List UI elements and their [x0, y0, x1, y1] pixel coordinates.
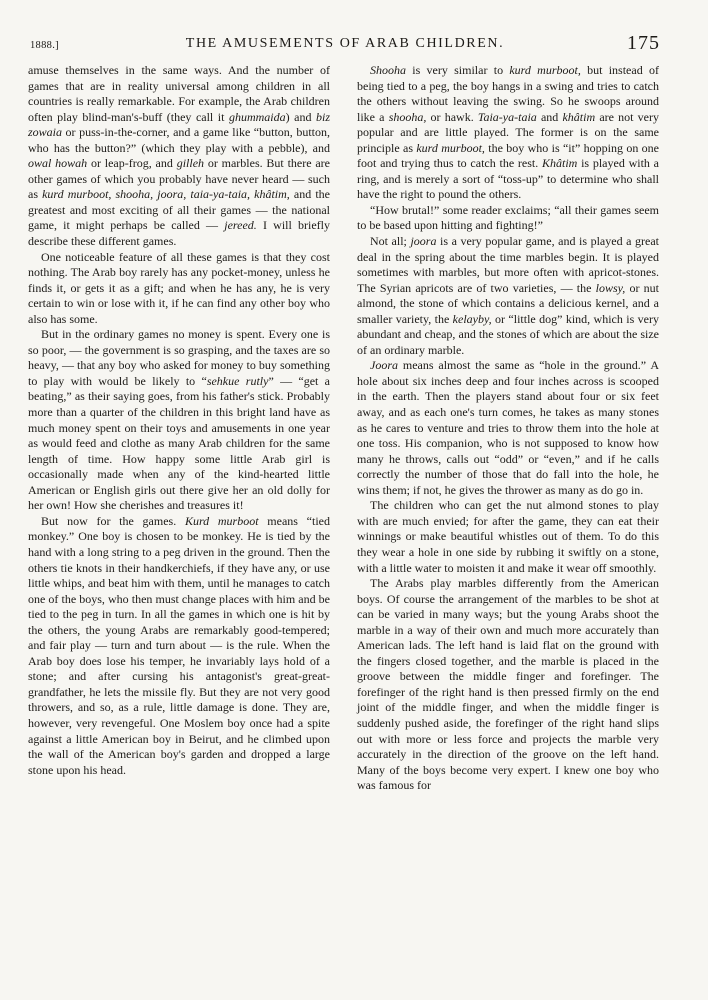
italic-term: sehkue rutly	[206, 373, 269, 388]
left-column	[28, 63, 330, 778]
paragraph: Shooha is very similar to kurd murboot, but instead of being tied to a peg, the boy hangs in a swing and tries to catch the others without leaving the swing. So he swoops around like a shooha, or hawk. Taia-ya-taia and khâtim are not very popular and are little played. The former is on the same principle as kurd murboot, the boy who is “it” hopping on one foot and trying thus to catch the rest. Khâtim is played with a ring, and is merely a sort of “toss-up” to determine who shall have the right to pound the others.	[357, 63, 659, 202]
italic-term: ghummaida	[228, 109, 286, 124]
paragraph: “How brutal!” some reader exclaims; “all their games seem to be based upon hitting and fighting!”	[357, 202, 659, 233]
italic-term: owal howah	[28, 156, 88, 171]
italic-term: shooha,	[388, 109, 427, 124]
italic-term: Kurd murboot	[184, 513, 259, 528]
paragraph: One noticeable feature of all these games is that they cost nothing. The Arab boy rarely has any pocket-money, unless he finds it, or gets it as a gift; and when he has any, he is very certain to win or lose with it, if he can find any other boy who also has some.	[28, 249, 330, 326]
italic-term: Shooha	[370, 63, 406, 77]
paragraph: But in the ordinary games no money is spent. Every one is so poor, — the government is so grasping, and the taxes are so heavy, — that any boy who asked for money to buy something to play with would be likely to “sehkue rutly” — “get a beating,” as their saying goes, from his father's stick. Probably more than a quarter of the children in this bright land have as much money spent on their toys and amusements in one year as would feed and clothe as many Arab children for the same length of time. How happy some little Arab girl is occasionally made when any of the kind-hearted little American or English girls out there give her an old dolly for her own! How she cherishes and treasures it!	[28, 327, 331, 513]
paragraph: Not all; joora is a very popular game, and is played a great deal in the spring about the time marbles begin. It is played sometimes with marbles, but more often with apricot-stones. The Syrian apricots are of two varieties, — the lowsy, or nut almond, the stone of which contains a delicious kernel, and a smaller variety, the kelayby, or “little dog” kind, which is very abundant and cheap, and the stones of which are about the size of an ordinary marble.	[357, 234, 660, 357]
paragraph: The children who can get the nut almond stones to play with are much envied; for after the game, they can eat their winnings or make beautiful whistles out of them. To do this they wear a hole in one side by rubbing it swiftly on a stone, with a little water to moisten it and make it wear off smoothly.	[357, 498, 659, 575]
paragraph: But now for the games. Kurd murboot means “tied monkey.” One boy is chosen to be monkey. He is tied by the hand with a long string to a peg driven in the ground. Then the others tie knots in their handkerchiefs, if they have any, or use little whips, and beat him with them, until he manages to catch one of the boys, who then must change places with him and be tied to the peg in turn. In all the games in which one is hit by the others, the young Arabs are remarkably good-tempered; and fair play — turn and turn about — is the rule. When the Arab boy does lose his temper, he invariably lays hold of a stone; and after cursing his antagonist's great-great-grandfather, he lets the missile fly. But they are not very good throwers, and so, as a rule, little damage is done. They are, however, very revengeful. One Moslem boy once had a spite against a little American boy in Beirut, and he climbed upon the wall of the American boy's garden and dropped a large stone upon his head.	[28, 513, 330, 777]
italic-term: biz zowaia	[28, 109, 331, 140]
italic-term: kurd murboot,	[416, 140, 485, 155]
italic-term: joora	[410, 234, 437, 249]
running-header	[30, 34, 660, 56]
italic-term: lowsy,	[595, 280, 626, 295]
paragraph: Joora means almost the same as “hole in the ground.” A hole about six inches deep and four inches across is scooped in the earth. Then the players stand about four or six feet away, and as each one's turn comes, he takes as many stones as he cares to venture and tries to throw them into the hole at one toss. His companion, who is not supposed to know how many he throws, calls out “odd” or “even,” and if he calls correctly the number of those that do fall into the hole, he wins them; if not, he gives the thrower as many as do go in.	[357, 358, 659, 497]
article-body	[28, 63, 658, 973]
italic-term: Joora	[370, 358, 398, 373]
italic-term: kurd murboot,	[509, 63, 581, 77]
italic-term: khâtim	[562, 109, 596, 124]
italic-term: gilleh	[176, 156, 205, 171]
page-number: 175	[627, 32, 660, 54]
italic-term: kelayby,	[452, 311, 492, 326]
right-column	[357, 63, 659, 794]
paragraph: amuse themselves in the same ways. And the number of games that are in reality universal among children in all countries is really remarkable. For example, the Arab children often play blind-man's-buff (they call it ghummaida) and biz zowaia or puss-in-the-corner, and a game like “button, button, who has the button?” (which they play with a pebble), and owal howah or leap-frog, and gilleh or marbles. But there are other games of which you probably have never heard — such as kurd murboot, shooha, joora, taia-ya-taia, khâtim, and the greatest and most exciting of all their games — the national game, it might perhaps be called — jereed. I will briefly describe these different games.	[28, 63, 331, 249]
italic-term: kurd murboot, shooha, joora, taia-ya-taia, khâtim,	[42, 187, 290, 202]
paragraph: The Arabs play marbles differently from the American boys. Of course the arrangement of the marbles to be shot at can be varied in many ways; but the young Arabs shoot the marble in a way of their own and much more accurately than American lads. The left hand is laid flat on the ground with the fingers closed together, and the marble is placed in the groove between the middle finger and forefinger. The forefinger of the right hand is then pressed firmly on the end joint of the middle finger, and when the middle finger is suddenly pushed aside, the forefinger of the right hand slips out with more or less force and projects the marble very accurately in the direction of the groove on the left hand. Many of the boys become very expert. I knew one boy who was famous for	[357, 576, 659, 793]
italic-term: Taia-ya-taia	[477, 109, 537, 124]
header-year: 1888.]	[30, 40, 59, 51]
italic-term: Khâtim	[541, 156, 578, 171]
italic-term: jereed.	[224, 218, 257, 233]
header-title: THE AMUSEMENTS OF ARAB CHILDREN.	[185, 36, 505, 51]
